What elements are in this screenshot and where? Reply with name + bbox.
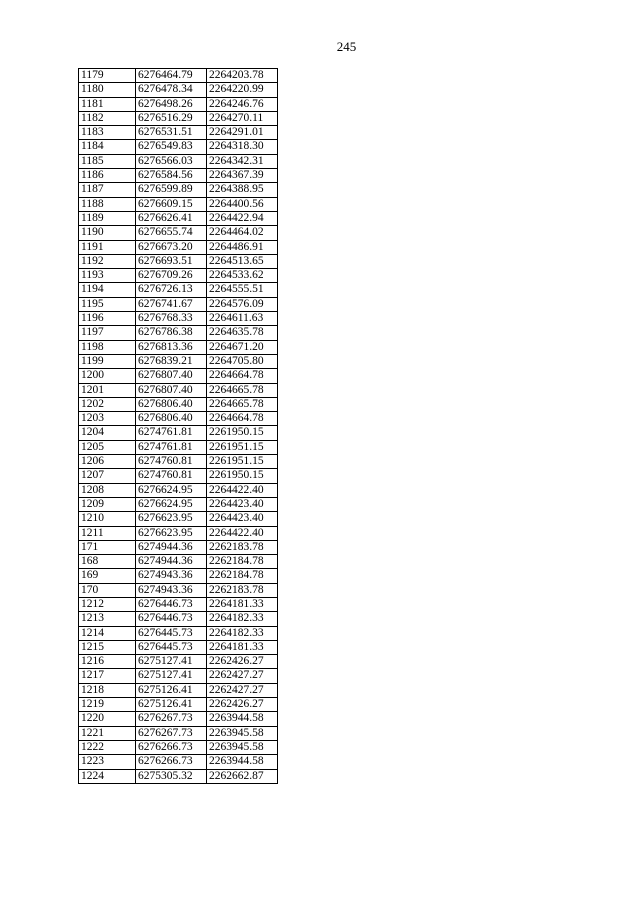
point-id-cell: 1206 [79, 455, 136, 469]
x-coordinate-cell: 6276549.83 [136, 140, 207, 154]
y-coordinate-cell: 2263945.58 [207, 740, 278, 754]
table-row [79, 712, 278, 726]
point-id-cell: 171 [79, 540, 136, 554]
x-coordinate-cell: 6276839.21 [136, 354, 207, 368]
x-coordinate-cell: 6276609.15 [136, 197, 207, 211]
y-coordinate-cell: 2264555.51 [207, 283, 278, 297]
y-coordinate-cell: 2261951.15 [207, 440, 278, 454]
table-row [79, 226, 278, 240]
point-id-cell: 1184 [79, 140, 136, 154]
table-row [79, 526, 278, 540]
x-coordinate-cell: 6274760.81 [136, 455, 207, 469]
x-coordinate-cell: 6276655.74 [136, 226, 207, 240]
table-row [79, 283, 278, 297]
table-row [79, 297, 278, 311]
y-coordinate-cell: 2264342.31 [207, 154, 278, 168]
x-coordinate-cell: 6276266.73 [136, 740, 207, 754]
table-row [79, 211, 278, 225]
y-coordinate-cell: 2264664.78 [207, 369, 278, 383]
y-coordinate-cell: 2264181.33 [207, 597, 278, 611]
point-id-cell: 1203 [79, 412, 136, 426]
point-id-cell: 1215 [79, 640, 136, 654]
y-coordinate-cell: 2264533.62 [207, 269, 278, 283]
x-coordinate-cell: 6276531.51 [136, 126, 207, 140]
point-id-cell: 1192 [79, 254, 136, 268]
x-coordinate-cell: 6274761.81 [136, 440, 207, 454]
y-coordinate-cell: 2264665.78 [207, 397, 278, 411]
x-coordinate-cell: 6276624.95 [136, 497, 207, 511]
x-coordinate-cell: 6276807.40 [136, 383, 207, 397]
point-id-cell: 1216 [79, 655, 136, 669]
y-coordinate-cell: 2264422.40 [207, 526, 278, 540]
table-row [79, 197, 278, 211]
x-coordinate-cell: 6274761.81 [136, 426, 207, 440]
y-coordinate-cell: 2262183.78 [207, 583, 278, 597]
y-coordinate-cell: 2264181.33 [207, 640, 278, 654]
point-id-cell: 1205 [79, 440, 136, 454]
table-row [79, 240, 278, 254]
point-id-cell: 1223 [79, 755, 136, 769]
x-coordinate-cell: 6275127.41 [136, 655, 207, 669]
point-id-cell: 169 [79, 569, 136, 583]
y-coordinate-cell: 2264367.39 [207, 169, 278, 183]
point-id-cell: 1187 [79, 183, 136, 197]
point-id-cell: 1197 [79, 326, 136, 340]
table-row [79, 269, 278, 283]
coordinates-table [78, 68, 278, 784]
x-coordinate-cell: 6276626.41 [136, 211, 207, 225]
x-coordinate-cell: 6274944.36 [136, 555, 207, 569]
table-row [79, 140, 278, 154]
x-coordinate-cell: 6275126.41 [136, 683, 207, 697]
point-id-cell: 1181 [79, 97, 136, 111]
x-coordinate-cell: 6276741.67 [136, 297, 207, 311]
x-coordinate-cell: 6276768.33 [136, 312, 207, 326]
y-coordinate-cell: 2264513.65 [207, 254, 278, 268]
point-id-cell: 1188 [79, 197, 136, 211]
y-coordinate-cell: 2264422.94 [207, 211, 278, 225]
x-coordinate-cell: 6276445.73 [136, 626, 207, 640]
x-coordinate-cell: 6276478.34 [136, 83, 207, 97]
point-id-cell: 1202 [79, 397, 136, 411]
table-row [79, 83, 278, 97]
x-coordinate-cell: 6276464.79 [136, 69, 207, 83]
point-id-cell: 1196 [79, 312, 136, 326]
table-row [79, 369, 278, 383]
x-coordinate-cell: 6276267.73 [136, 712, 207, 726]
y-coordinate-cell: 2264464.02 [207, 226, 278, 240]
point-id-cell: 1214 [79, 626, 136, 640]
y-coordinate-cell: 2264220.99 [207, 83, 278, 97]
table-row [79, 698, 278, 712]
table-row [79, 669, 278, 683]
y-coordinate-cell: 2264576.09 [207, 297, 278, 311]
x-coordinate-cell: 6276709.26 [136, 269, 207, 283]
x-coordinate-cell: 6276599.89 [136, 183, 207, 197]
x-coordinate-cell: 6274943.36 [136, 583, 207, 597]
table-row [79, 726, 278, 740]
x-coordinate-cell: 6276693.51 [136, 254, 207, 268]
table-row [79, 655, 278, 669]
y-coordinate-cell: 2264388.95 [207, 183, 278, 197]
page-number: 245 [336, 39, 357, 54]
table-row [79, 755, 278, 769]
table-row [79, 69, 278, 83]
point-id-cell: 1204 [79, 426, 136, 440]
x-coordinate-cell: 6276806.40 [136, 397, 207, 411]
point-id-cell: 1217 [79, 669, 136, 683]
point-id-cell: 1198 [79, 340, 136, 354]
y-coordinate-cell: 2262662.87 [207, 769, 278, 783]
table-row [79, 583, 278, 597]
x-coordinate-cell: 6274943.36 [136, 569, 207, 583]
point-id-cell: 1200 [79, 369, 136, 383]
point-id-cell: 1194 [79, 283, 136, 297]
table-row [79, 740, 278, 754]
y-coordinate-cell: 2264671.20 [207, 340, 278, 354]
point-id-cell: 1190 [79, 226, 136, 240]
x-coordinate-cell: 6275127.41 [136, 669, 207, 683]
y-coordinate-cell: 2262427.27 [207, 683, 278, 697]
table-row [79, 340, 278, 354]
y-coordinate-cell: 2261951.15 [207, 455, 278, 469]
point-id-cell: 1193 [79, 269, 136, 283]
x-coordinate-cell: 6276673.20 [136, 240, 207, 254]
table-row [79, 111, 278, 125]
x-coordinate-cell: 6276498.26 [136, 97, 207, 111]
table-row [79, 569, 278, 583]
point-id-cell: 1180 [79, 83, 136, 97]
y-coordinate-cell: 2261950.15 [207, 426, 278, 440]
y-coordinate-cell: 2264182.33 [207, 626, 278, 640]
table-row [79, 769, 278, 783]
table-row [79, 483, 278, 497]
point-id-cell: 1201 [79, 383, 136, 397]
x-coordinate-cell: 6276446.73 [136, 597, 207, 611]
x-coordinate-cell: 6276267.73 [136, 726, 207, 740]
x-coordinate-cell: 6276445.73 [136, 640, 207, 654]
point-id-cell: 1179 [79, 69, 136, 83]
y-coordinate-cell: 2264422.40 [207, 483, 278, 497]
y-coordinate-cell: 2264635.78 [207, 326, 278, 340]
x-coordinate-cell: 6276726.13 [136, 283, 207, 297]
y-coordinate-cell: 2264400.56 [207, 197, 278, 211]
point-id-cell: 1212 [79, 597, 136, 611]
x-coordinate-cell: 6276807.40 [136, 369, 207, 383]
x-coordinate-cell: 6276584.56 [136, 169, 207, 183]
table-row [79, 555, 278, 569]
point-id-cell: 1186 [79, 169, 136, 183]
x-coordinate-cell: 6276516.29 [136, 111, 207, 125]
y-coordinate-cell: 2264423.40 [207, 497, 278, 511]
point-id-cell: 170 [79, 583, 136, 597]
point-id-cell: 168 [79, 555, 136, 569]
y-coordinate-cell: 2264318.30 [207, 140, 278, 154]
y-coordinate-cell: 2264665.78 [207, 383, 278, 397]
table-row [79, 397, 278, 411]
y-coordinate-cell: 2263944.58 [207, 712, 278, 726]
y-coordinate-cell: 2262183.78 [207, 540, 278, 554]
y-coordinate-cell: 2263944.58 [207, 755, 278, 769]
x-coordinate-cell: 6276624.95 [136, 483, 207, 497]
y-coordinate-cell: 2264270.11 [207, 111, 278, 125]
y-coordinate-cell: 2264705.80 [207, 354, 278, 368]
point-id-cell: 1221 [79, 726, 136, 740]
table-row [79, 169, 278, 183]
table-row [79, 640, 278, 654]
point-id-cell: 1224 [79, 769, 136, 783]
y-coordinate-cell: 2261950.15 [207, 469, 278, 483]
y-coordinate-cell: 2262184.78 [207, 569, 278, 583]
table-row [79, 512, 278, 526]
point-id-cell: 1207 [79, 469, 136, 483]
table-row [79, 683, 278, 697]
table-row [79, 612, 278, 626]
point-id-cell: 1219 [79, 698, 136, 712]
point-id-cell: 1183 [79, 126, 136, 140]
table-row [79, 497, 278, 511]
x-coordinate-cell: 6274944.36 [136, 540, 207, 554]
point-id-cell: 1185 [79, 154, 136, 168]
table-row [79, 412, 278, 426]
x-coordinate-cell: 6275126.41 [136, 698, 207, 712]
y-coordinate-cell: 2262426.27 [207, 698, 278, 712]
table-row [79, 97, 278, 111]
y-coordinate-cell: 2264423.40 [207, 512, 278, 526]
table-row [79, 455, 278, 469]
x-coordinate-cell: 6276623.95 [136, 526, 207, 540]
x-coordinate-cell: 6276266.73 [136, 755, 207, 769]
y-coordinate-cell: 2264664.78 [207, 412, 278, 426]
y-coordinate-cell: 2264486.91 [207, 240, 278, 254]
x-coordinate-cell: 6276813.36 [136, 340, 207, 354]
table-row [79, 354, 278, 368]
point-id-cell: 1199 [79, 354, 136, 368]
coordinates-table-body [79, 69, 278, 784]
x-coordinate-cell: 6275305.32 [136, 769, 207, 783]
x-coordinate-cell: 6276806.40 [136, 412, 207, 426]
y-coordinate-cell: 2263945.58 [207, 726, 278, 740]
table-row [79, 326, 278, 340]
point-id-cell: 1211 [79, 526, 136, 540]
y-coordinate-cell: 2262427.27 [207, 669, 278, 683]
point-id-cell: 1222 [79, 740, 136, 754]
point-id-cell: 1195 [79, 297, 136, 311]
table-row [79, 154, 278, 168]
table-row [79, 597, 278, 611]
point-id-cell: 1182 [79, 111, 136, 125]
x-coordinate-cell: 6276446.73 [136, 612, 207, 626]
table-row [79, 383, 278, 397]
table-row [79, 440, 278, 454]
x-coordinate-cell: 6276786.38 [136, 326, 207, 340]
y-coordinate-cell: 2264611.63 [207, 312, 278, 326]
table-row [79, 540, 278, 554]
point-id-cell: 1189 [79, 211, 136, 225]
x-coordinate-cell: 6274760.81 [136, 469, 207, 483]
table-row [79, 183, 278, 197]
point-id-cell: 1209 [79, 497, 136, 511]
y-coordinate-cell: 2264246.76 [207, 97, 278, 111]
table-row [79, 426, 278, 440]
y-coordinate-cell: 2262426.27 [207, 655, 278, 669]
point-id-cell: 1210 [79, 512, 136, 526]
y-coordinate-cell: 2264203.78 [207, 69, 278, 83]
x-coordinate-cell: 6276623.95 [136, 512, 207, 526]
point-id-cell: 1218 [79, 683, 136, 697]
table-row [79, 312, 278, 326]
point-id-cell: 1213 [79, 612, 136, 626]
table-row [79, 126, 278, 140]
point-id-cell: 1220 [79, 712, 136, 726]
x-coordinate-cell: 6276566.03 [136, 154, 207, 168]
y-coordinate-cell: 2262184.78 [207, 555, 278, 569]
table-row [79, 626, 278, 640]
table-row [79, 254, 278, 268]
point-id-cell: 1191 [79, 240, 136, 254]
y-coordinate-cell: 2264182.33 [207, 612, 278, 626]
point-id-cell: 1208 [79, 483, 136, 497]
table-row [79, 469, 278, 483]
y-coordinate-cell: 2264291.01 [207, 126, 278, 140]
